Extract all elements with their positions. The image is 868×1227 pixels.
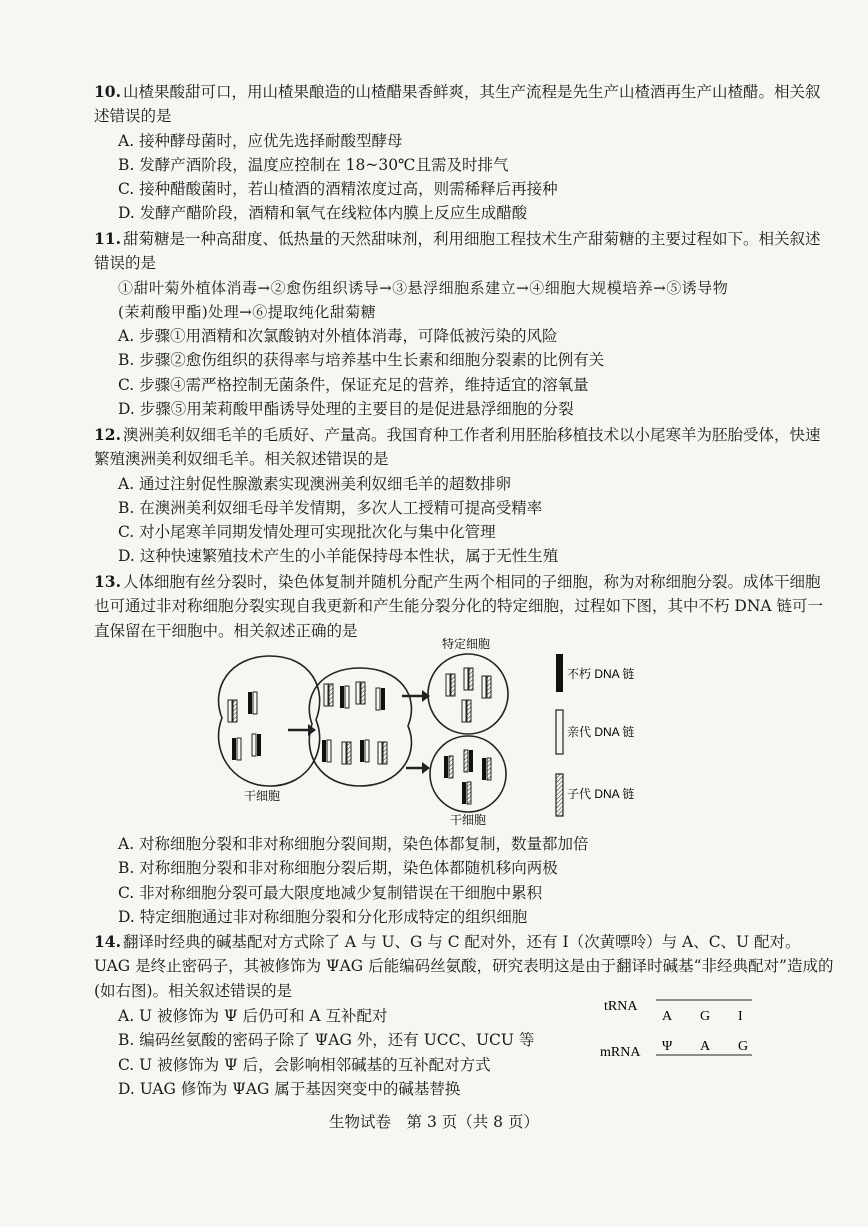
mrna-base: G [738,1039,749,1054]
option-d: D. 步骤⑤用茉莉酸甲酯诱导处理的主要目的是促进悬浮细胞的分裂 [118,400,574,419]
question-number: 13. [94,572,121,591]
question-11 [94,227,834,421]
option-a: A. 步骤①用酒精和次氯酸钠对外植体消毒，可降低被污染的风险 [118,327,558,346]
question-12 [94,423,834,569]
question-13-options [94,832,834,929]
option-c: C. 非对称细胞分裂可最大限度地减少复制错误在干细胞中累积 [118,883,543,902]
arrow-head-icon [422,762,430,774]
process-line-2: (茉莉酸甲酯)处理→⑥提取纯化甜菊糖 [118,302,377,321]
chromosome-group [322,682,387,764]
option-d: D. 特定细胞通过非对称细胞分裂和分化形成特定的组织细胞 [118,907,528,926]
question-text: 翻译时经典的碱基配对方式除了 A 与 U、G 与 C 配对外，还有 I（次黄嘌呤）与 A、C、U 配对。UAG 是终止密码子，其被修饰为 ΨAG 后能编码丝氨酸，研究表明这是由于翻译时碱基“非经典配对”造成的(如右图)。相关叙述错误的是 [94,933,834,1000]
question-stem [94,227,834,276]
question-14-options [94,1004,574,1101]
trna-mrna-pairing-figure [596,992,756,1062]
option-d: D. 发酵产醋阶段，酒精和氧气在线粒体内膜上反应生成醋酸 [118,204,528,223]
specific-cell-label: 特定细胞 [442,638,491,651]
mrna-label: mRNA [600,1045,641,1060]
question-text: 甜菊糖是一种高甜度、低热量的天然甜味剂，利用细胞工程技术生产甜菊糖的主要过程如下。相关叙述错误的是 [94,230,821,273]
option-b: B. 对称细胞分裂和非对称细胞分裂后期，染色体都随机移向两极 [118,859,558,878]
option-c: C. 步骤④需严格控制无菌条件，保证充足的营养，维持适宜的溶氧量 [118,375,589,394]
cell-division-diagram [200,638,660,828]
question-number: 10. [94,82,121,101]
legend-daughter-label: 子代 DNA 链 [567,787,635,801]
option-a: A. 通过注射促性腺激素实现澳洲美利奴细毛羊的超数排卵 [118,474,512,493]
mrna-base: Ψ [662,1039,673,1054]
option-c: C. U 被修饰为 Ψ 后，会影响相邻碱基的互补配对方式 [118,1055,491,1074]
option-d: D. UAG 修饰为 ΨAG 属于基因突变中的碱基替换 [118,1079,461,1098]
chromosome-group [446,668,491,722]
question-text: 山楂果酸甜可口，用山楂果酿造的山楂醋果香鲜爽，其生产流程是先生产山楂酒再生产山楂醋。相关叙述错误的是 [94,83,821,126]
trna-label: tRNA [604,999,638,1014]
option-d: D. 这种快速繁殖技术产生的小羊能保持母本性状，属于无性生殖 [118,547,559,566]
process-line-1: ①甜叶菊外植体消毒→②愈伤组织诱导→③悬浮细胞系建立→④细胞大规模培养→⑤诱导物 [118,278,729,297]
option-c: C. 对小尾寒羊同期发情处理可实现批次化与集中化管理 [118,523,496,542]
trna-base: I [738,1009,743,1024]
option-a: A. U 被修饰为 Ψ 后仍可和 A 互补配对 [118,1007,388,1025]
stem-cell-label-left: 干细胞 [244,789,281,803]
chromosome-group [228,692,261,760]
question-number: 11. [94,229,121,248]
legend-immortal-swatch [556,654,563,692]
legend-daughter-swatch [556,774,563,816]
question-10 [94,80,834,226]
question-13 [94,570,834,643]
question-number: 12. [94,425,121,444]
option-b: B. 编码丝氨酸的密码子除了 ΨAG 外，还有 UCC、UCU 等 [118,1031,535,1050]
question-stem [94,80,834,129]
option-b: B. 步骤②愈伤组织的获得率与培养基中生长素和细胞分裂素的比例有关 [118,351,605,370]
question-stem [94,423,834,472]
stem-cell-label-right: 干细胞 [450,813,487,827]
option-b: B. 发酵产酒阶段，温度应控制在 18~30℃且需及时排气 [118,155,509,174]
legend-immortal-label: 不朽 DNA 链 [567,667,635,681]
question-text: 人体细胞有丝分裂时，染色体复制并随机分配产生两个相同的子细胞，称为对称细胞分裂。成体干细胞也可通过非对称细胞分裂实现自我更新和产生能分裂分化的特定细胞，过程如下图，其中不朽 DNA 链可一直保留在干细胞中。相关叙述正确的是 [94,573,824,640]
question-number: 14. [94,932,121,951]
trna-base: A [662,1009,673,1024]
mrna-base: A [700,1039,711,1054]
question-text: 澳洲美利奴细毛羊的毛质好、产量高。我国育种工作者利用胚胎移植技术以小尾寒羊为胚胎受体，快速繁殖澳洲美利奴细毛羊。相关叙述错误的是 [94,426,821,469]
option-a: A. 对称细胞分裂和非对称细胞分裂间期，染色体都复制，数量都加倍 [118,835,589,853]
chromosome-group [444,750,491,804]
question-stem [94,570,834,643]
page-footer: 生物试卷 第 3 页（共 8 页） [329,1113,539,1131]
option-c: C. 接种醋酸菌时，若山楂酒的酒精浓度过高，则需稀释后再接种 [118,180,558,199]
option-a: A. 接种酵母菌时，应优先选择耐酸型酵母 [118,131,403,150]
option-b: B. 在澳洲美利奴细毛母羊发情期，多次人工授精可提高受精率 [118,498,543,517]
legend-parent-label: 亲代 DNA 链 [567,725,635,739]
legend-parent-swatch [556,710,563,754]
trna-base: G [700,1009,711,1024]
